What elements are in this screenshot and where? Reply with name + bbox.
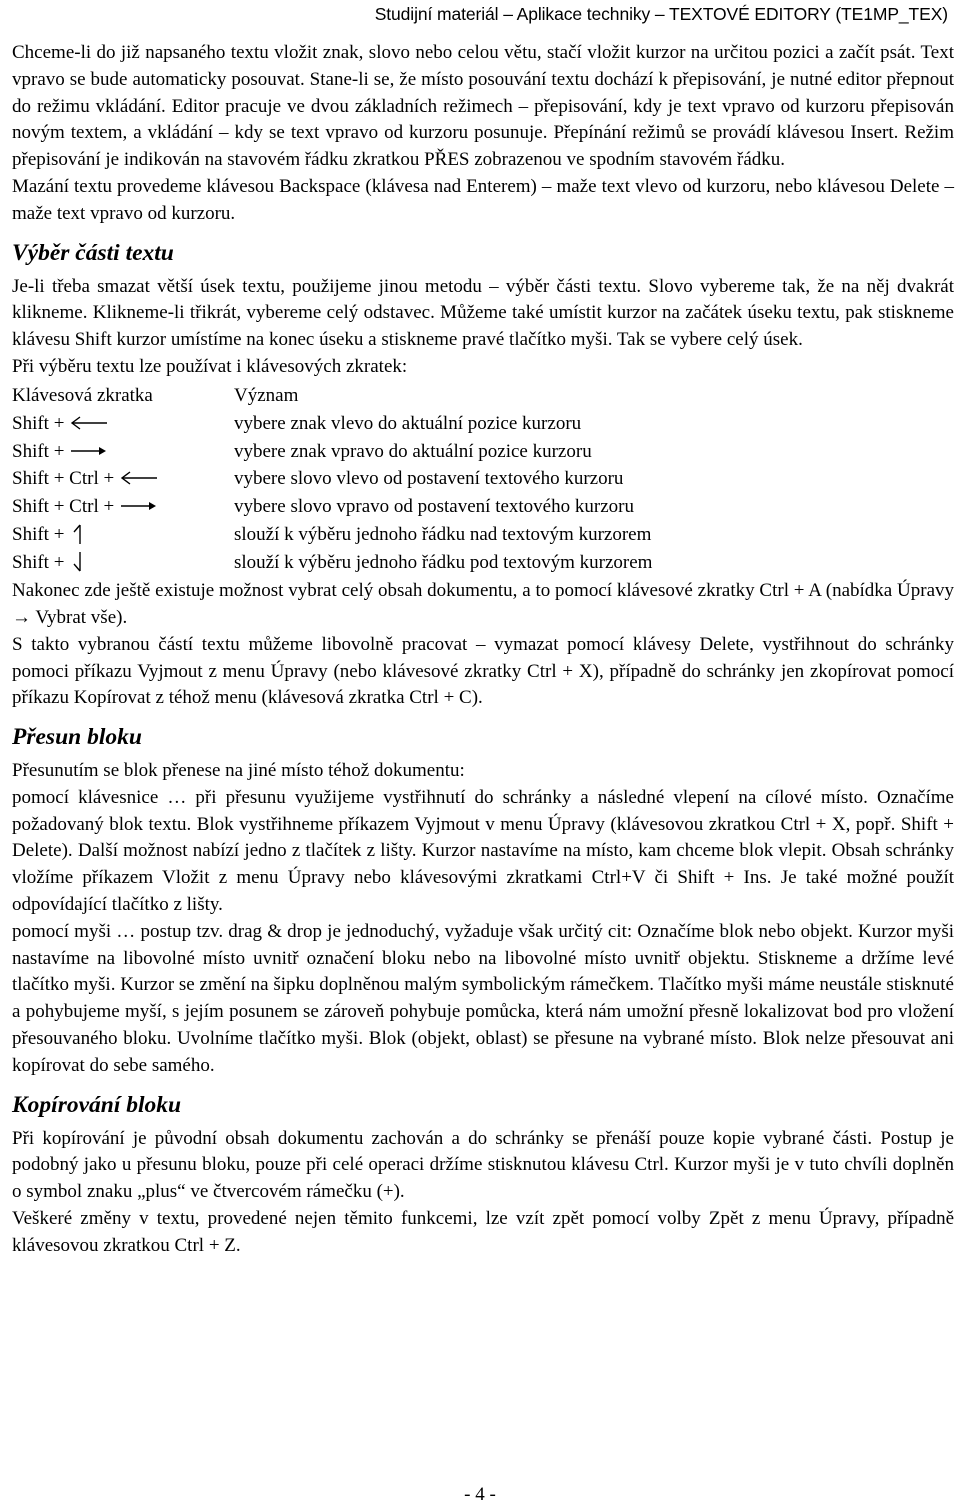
table-header-meaning: Význam bbox=[234, 384, 299, 406]
heading-kopirovani: Kopírování bloku bbox=[12, 1091, 182, 1118]
shortcut-meaning: vybere slovo vlevo od postavení textového kurzoru bbox=[234, 468, 624, 490]
left-arrow-icon bbox=[69, 412, 109, 434]
shortcut-meaning: slouží k výběru jednoho řádku pod textovým kurzorem bbox=[234, 552, 653, 574]
shortcut-key: Shift + bbox=[12, 412, 70, 434]
shortcut-key: Shift + bbox=[12, 524, 70, 546]
down-arrow-icon bbox=[69, 551, 91, 573]
paragraph-select-all: Nakonec zde ještě existuje možnost vybrat celý obsah dokumentu, a to pomocí klávesové zkratky Ctrl + A (nabídka Úpravy → Vybrat vše). bbox=[12, 580, 954, 628]
heading-presun: Přesun bloku bbox=[12, 724, 142, 751]
document-body bbox=[12, 40, 954, 1260]
shortcut-meaning: vybere znak vpravo do aktuální pozice kurzoru bbox=[234, 440, 592, 462]
table-row bbox=[12, 549, 652, 577]
paragraph-move-mouse: pomocí myši … postup tzv. drag & drop je jednoduchý, vyžaduje však určitý cit: Označíme blok nebo objekt. Kurzor myši nastavíme na libovolné místo uvnitř označení bloku nebo na libovolné místo uvnitř objektu. Stiskneme a držíme levé tlačítko myši. Kurzor se změní na šipku doplněnou malým symbolickým rámečkem. Tlačítko myši máme neustále stisknuté a pohybujeme myší, s jejím posunem se zároveň pohybuje pomůcka, která nám umožní přesně lokalizovat bod pro vložení přesouvaného bloku. Uvolníme tlačítko myši. Blok (objekt, oblast) se přesune na vybrané místo. Blok nelze přesouvat ani kopírovat do sebe samého. bbox=[12, 920, 954, 1076]
heading-vyber: Výběr části textu bbox=[12, 239, 174, 266]
table-header-key: Klávesová zkratka bbox=[12, 384, 153, 406]
table-row bbox=[12, 438, 652, 466]
right-arrow-icon bbox=[69, 440, 109, 462]
shortcut-meaning: vybere znak vlevo do aktuální pozice kurzoru bbox=[234, 412, 582, 434]
right-arrow-icon bbox=[119, 495, 159, 517]
shortcut-meaning: vybere slovo vpravo od postavení textového kurzoru bbox=[234, 496, 634, 518]
table-row bbox=[12, 410, 652, 438]
shortcut-meaning: slouží k výběru jednoho řádku nad textovým kurzorem bbox=[234, 524, 652, 546]
table-row bbox=[12, 521, 652, 549]
shortcut-table bbox=[12, 382, 652, 577]
page-header: Studijní materiál – Aplikace techniky – TEXTOVÉ EDITORY (TE1MP_TEX) bbox=[374, 4, 948, 24]
table-row bbox=[12, 493, 652, 521]
paragraph-selection-operations: S takto vybranou částí textu můžeme libovolně pracovat – vymazat pomocí klávesy Delete, vystřihnout do schránky pomoci příkazu Vyjmout z menu Úpravy (nebo klávesové zkratky Ctrl + X), případně do schránky jen zkopírovat pomocí příkazu Kopírovat z téhož menu (klávesová zkratka Ctrl + C). bbox=[12, 633, 954, 709]
paragraph-deleting: Mazání textu provedeme klávesou Backspace (klávesa nad Enterem) – maže text vlevo od kurzoru, nebo klávesou Delete – maže text vpravo od kurzoru. bbox=[12, 175, 954, 224]
shortcut-key: Shift + bbox=[12, 440, 70, 462]
shortcut-key: Shift + bbox=[12, 552, 70, 574]
table-header-row bbox=[12, 382, 652, 410]
left-arrow-icon bbox=[119, 467, 159, 489]
paragraph-selection: Je-li třeba smazat větší úsek textu, použijeme jinou metodu – výběr části textu. Slovo vybereme tak, že na něj dvakrát klikneme. Klikneme-li třikrát, vybereme celý odstavec. Můžeme také umístit kurzor na začátek úseku textu, pak stiskneme klávesu Shift kurzor umístíme na konec úseku a stiskneme pravé tlačítko myši. Tak se vybere celý úsek. bbox=[12, 275, 954, 351]
paragraph-copy: Při kopírování je původní obsah dokumentu zachován a do schránky se přenáší pouze kopie vybrané části. Postup je podobný jako u přesunu bloku, pouze při celé operaci držíme stisknutou klávesu Ctrl. Kurzor myši je v tuto chvíli doplněn o symbol znaku „plus“ ve čtvercovém rámečku (+). bbox=[12, 1127, 954, 1203]
shortcut-key: Shift + Ctrl + bbox=[12, 496, 119, 518]
paragraph-move-intro: Přesunutím se blok přenese na jiné místo téhož dokumentu: bbox=[12, 760, 465, 782]
paragraph-undo: Veškeré změny v textu, provedené nejen těmito funkcemi, lze vzít zpět pomocí volby Zpět z menu Úpravy, případně klávesovou zkratkou Ctrl + Z. bbox=[12, 1208, 954, 1256]
page-number: - 4 - bbox=[464, 1484, 496, 1505]
paragraph-insert-mode: Chceme-li do již napsaného textu vložit znak, slovo nebo celou větu, stačí vložit kurzor na určitou pozici a začít psát. Text vpravo se bude automaticky posouvat. Stane-li se, že místo posouvání textu dochází k přepisování, je nutné editor přepnout do režimu vkládání. Editor pracuje ve dvou základních režimech – přepisování, kdy je text vpravo od kurzoru přepisován novým textem, a vkládání – kdy se text vpravo od kurzoru posunuje. Přepínání režimů se provádí klávesou Insert. Režim přepisování je indikován na stavovém řádku zkratkou PŘES zobrazenou ve spodním stavovém řádku. bbox=[12, 42, 954, 171]
paragraph-shortcuts-intro: Při výběru textu lze používat i klávesových zkratek: bbox=[12, 355, 408, 377]
table-row bbox=[12, 465, 652, 493]
paragraph-move-keyboard: pomocí klávesnice … při přesunu využijeme vystřihnutí do schránky a následné vlepení na cílové místo. Označíme požadovaný blok textu. Blok vystřihneme příkazem Vyjmout v menu Úpravy (klávesovou zkratkou Ctrl + X, popř. Shift + Delete). Další možnost nabízí jedno z tlačítek z lišty. Kurzor nastavíme na místo, kam chceme blok vlepit. Obsah schránky vložíme příkazem Vložit z menu Úpravy nebo klávesovými zkratkami Ctrl+V či Shift + Ins. Je také možné použít odpovídající tlačítko z lišty. bbox=[12, 786, 954, 916]
up-arrow-icon bbox=[69, 523, 91, 545]
shortcut-key: Shift + Ctrl + bbox=[12, 468, 119, 490]
